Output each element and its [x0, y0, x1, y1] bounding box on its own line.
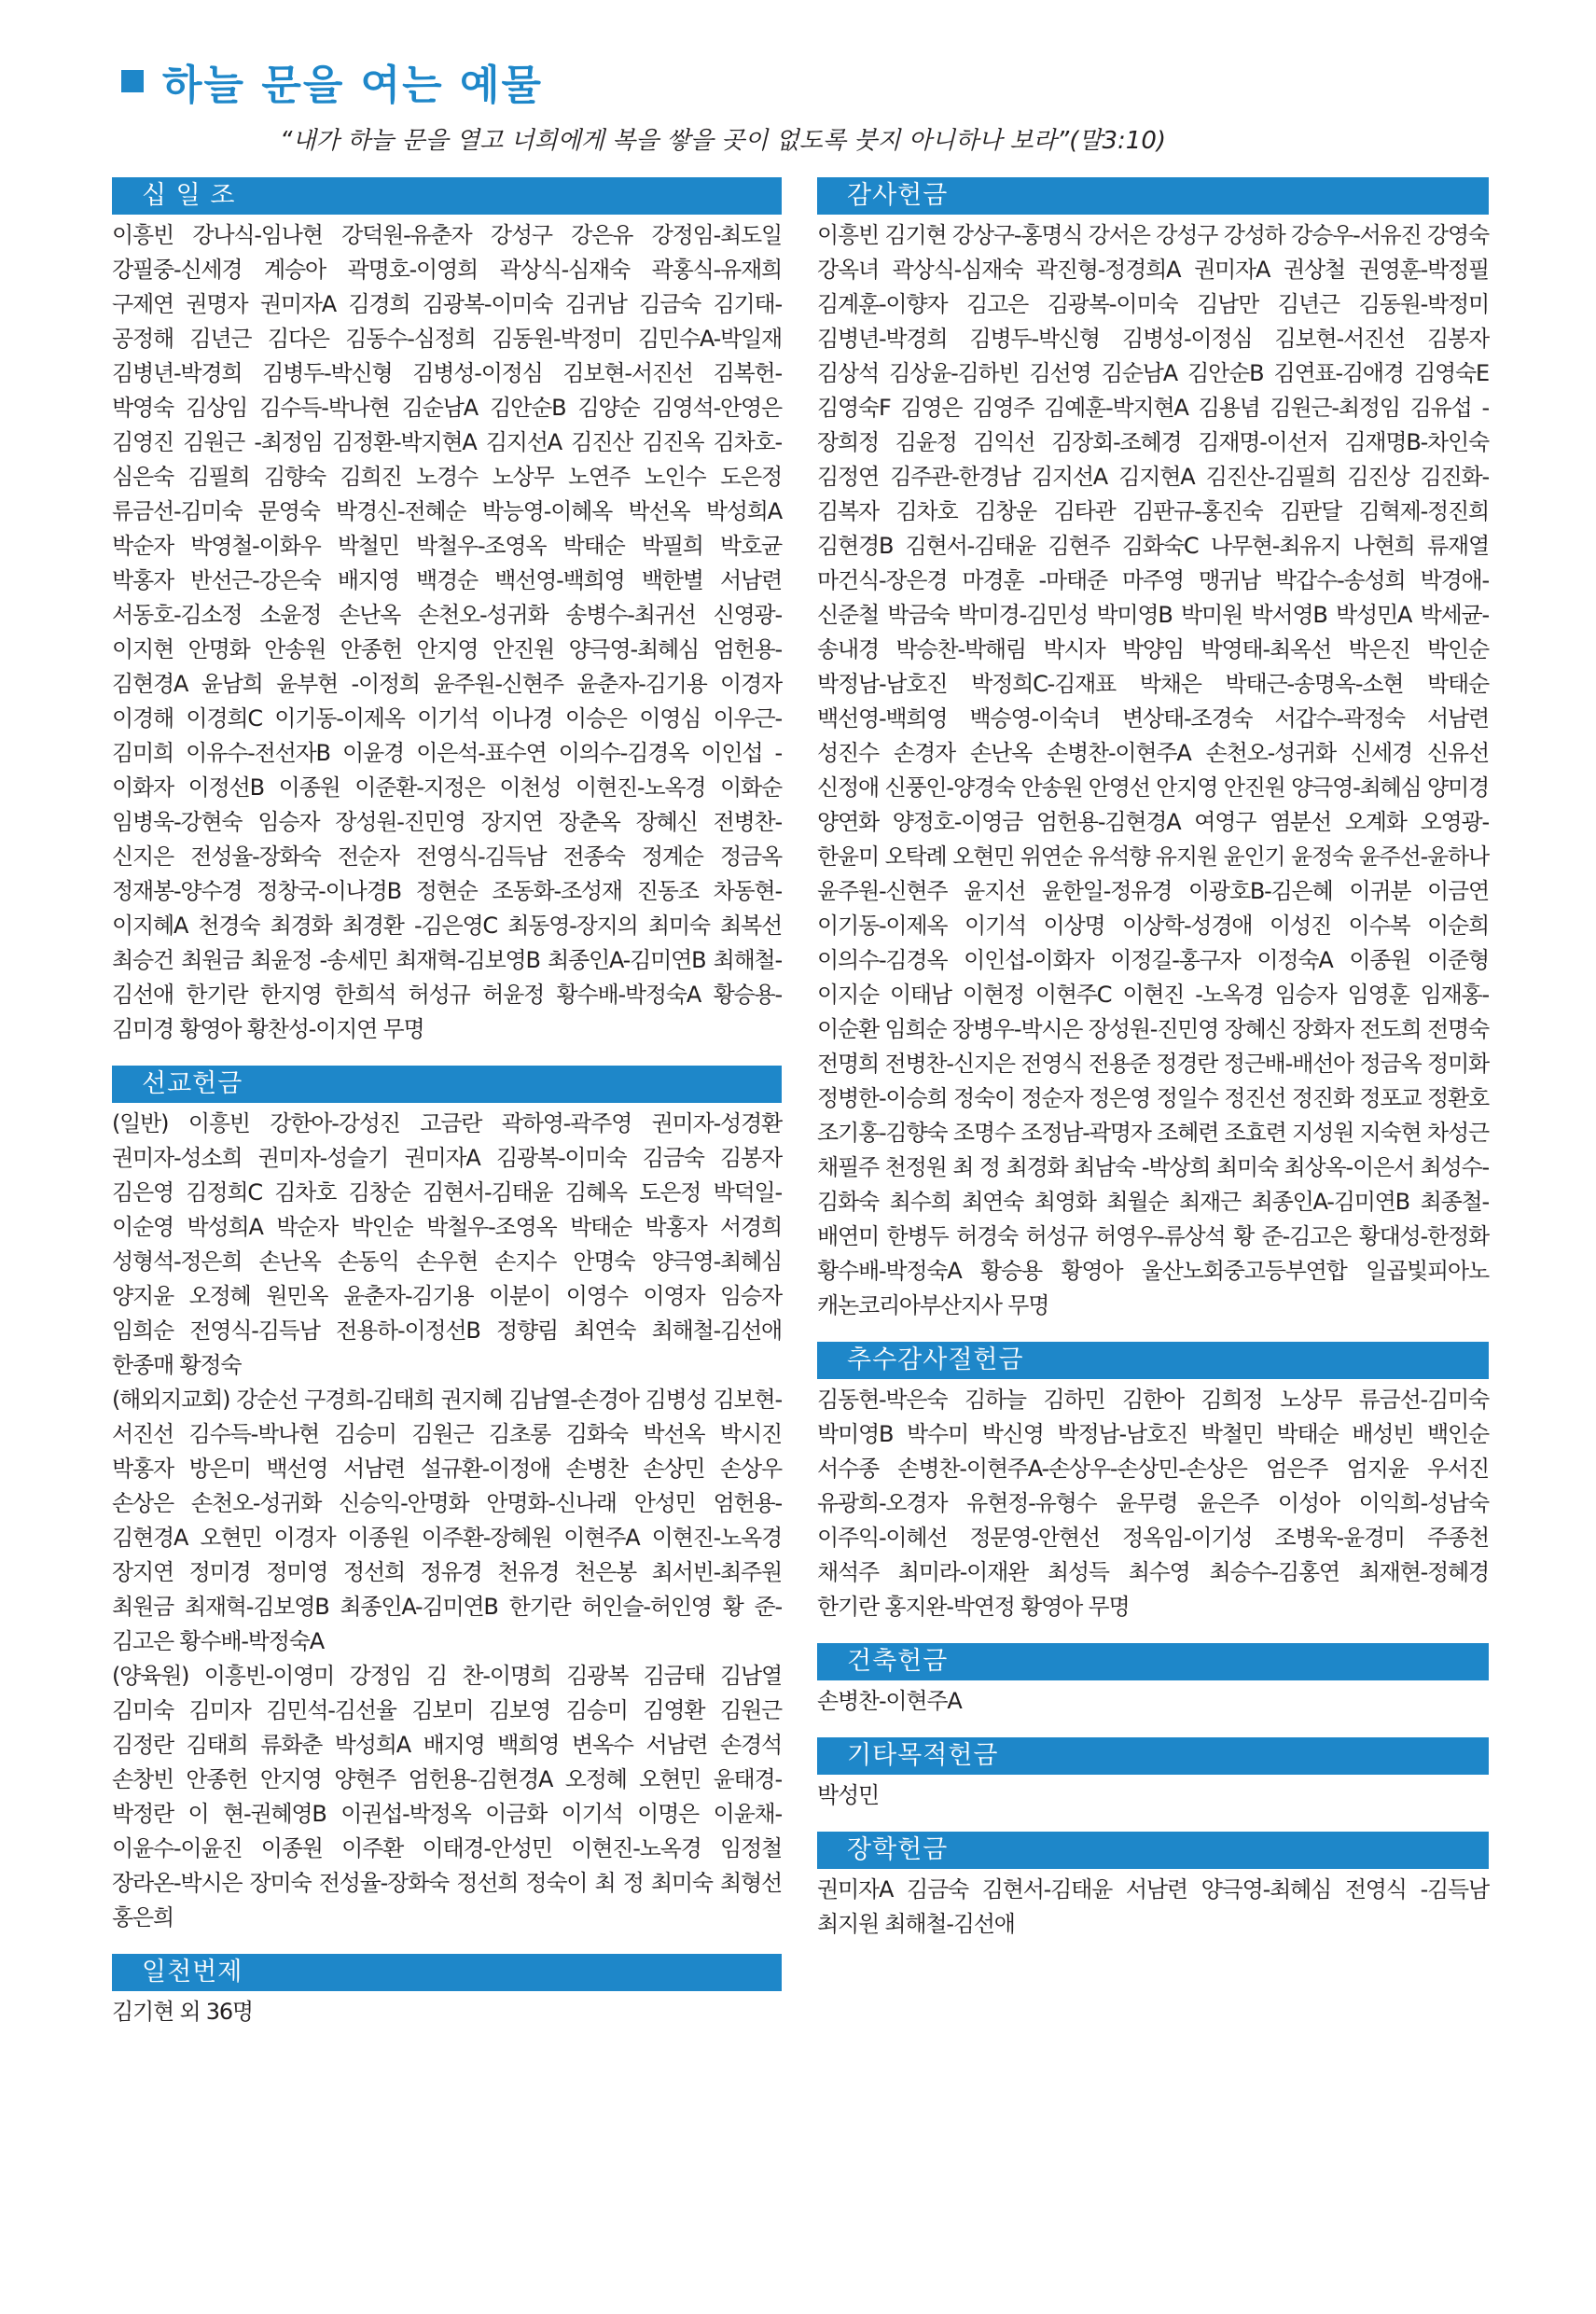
building-section — [817, 1643, 1489, 1719]
square-bullet-icon — [121, 70, 144, 92]
mission-section — [112, 1066, 782, 1935]
section-title: 일천번제 — [112, 1954, 782, 1991]
scholarship-section — [817, 1832, 1489, 1942]
page-title — [121, 51, 543, 111]
section-title: 감사헌금 — [817, 177, 1489, 215]
left-column — [112, 177, 782, 2048]
section-title: 추수감사절헌금 — [817, 1342, 1489, 1379]
group-label: (양육원) — [112, 1663, 189, 1689]
group-names: 이흥빈-이영미 강정임 김 찬-이명희 김광복 김금태 김남열 김미숙 김미자 김민석-김선율 김보미 김보영 김승미 김영환 김원근 김정란 김태희 류화춘 박성희A 배지영 백희영 변옥수 서남련 손경석 손창빈 안종헌 안지영 양현주 엄헌용-김현경A 오정혜 오현민 윤태경-박정란 이 현-권혜영B 이권섭-박정옥 이금화 이기석 이명은 이윤채-이윤수-이윤진 이종원 이주환 이태경-안성민 이현진-노옥경 임정철 장라온-박시은 장미숙 전성율-장화숙 정선희 정숙이 최 정 최미숙 최형선 홍은희 — [112, 1663, 782, 1931]
donor-list: 이흥빈 강나식-임나현 강덕원-유춘자 강성구 강은유 강정임-최도일 강필중-신세경 계승아 곽명호-이영희 곽상식-심재숙 곽홍식-유재희 구제연 권명자 권미자A 김경희 김광복-이미숙 김귀남 김금숙 김기태-공정해 김년근 김다은 김동수-심정희 김동원-박정미 김민수A-박일재 김병년-박경희 김병두-박신형 김병성-이정심 김보현-서진선 김복헌-박영숙 김상임 김수득-박나현 김순남A 김안순B 김양순 김영석-안영은 김영진 김원근 -최정임 김정환-박지현A 김지선A 김진산 김진옥 김차호-심은숙 김필희 김향숙 김희진 노경수 노상무 노연주 노인수 도은정 류금선-김미숙 문영숙 박경신-전혜순 박능영-이혜옥 박선옥 박성희A 박순자 박영철-이화우 박철민 박철우-조영옥 박태순 박필희 박호균 박홍자 반선근-강은숙 배지영 백경순 백선영-백희영 백한별 서남련 서동호-김소정 소윤정 손난옥 손천오-성귀화 송병수-최귀선 신영광-이지현 안명화 안송원 안종헌 안지영 안진원 양극영-최혜심 엄헌용-김현경A 윤남희 윤부현 -이정희 윤주원-신현주 윤춘자-김기용 이경자 이경해 이경희C 이기동-이제옥 이기석 이나경 이승은 이영심 이우근-김미희 이유수-전선자B 이윤경 이은석-표수연 이의수-김경옥 이인섭 -이화자 이정선B 이종원 이준환-지정은 이천성 이현진-노옥경 이화순 임병욱-강현숙 임승자 장성원-진민영 장지연 장춘옥 장혜신 전병찬-신지은 전성율-장화숙 전순자 전영식-김득남 전종숙 정계순 정금옥 정재봉-양수경 정창국-이나경B 정현순 조동화-조성재 진동조 차동현-이지혜A 천경숙 최경화 최경환 -김은영C 최동영-장지의 최미숙 최복선 최승건 최원금 최윤정 -송세민 최재혁-김보영B 최종인A-김미연B 최해철-김선애 한기란 한지영 한희석 허성규 허윤정 황수배-박정숙A 황승용-김미경 황영아 황찬성-이지연 무명 — [112, 222, 782, 1042]
group-names: 강순선 구경희-김태희 권지혜 김남열-손경아 김병성 김보현-서진선 김수득-박나현 김승미 김원근 김초롱 김화숙 박선옥 박시진 박홍자 방은미 백선영 서남련 설규환-이정애 손병찬 손상민 손상우 손상은 손천오-성귀화 신승익-안명화 안명화-신나래 안성민 엄헌용-김현경A 오현민 이경자 이종원 이주환-장혜원 이현주A 이현진-노옥경 장지연 정미경 정미영 정선희 정유경 천유경 천은봉 최서빈-최주원 최원금 최재혁-김보영B 최종인A-김미연B 한기란 허인슬-허인영 황 준-김고은 황수배-박정숙A — [112, 1387, 782, 1654]
section-title: 장학헌금 — [817, 1832, 1489, 1869]
section-title: 선교헌금 — [112, 1066, 782, 1103]
other-section — [817, 1737, 1489, 1813]
donor-list: 박성민 — [817, 1782, 879, 1808]
donor-list — [112, 1107, 782, 1935]
donor-list: 이흥빈 김기현 강상구-홍명식 강서은 강성구 강성하 강승우-서유진 강영숙 강옥녀 곽상식-심재숙 곽진형-정경희A 권미자A 권상철 권영훈-박정필 김계훈-이향자 김고은 김광복-이미숙 김남만 김년근 김동원-박정미 김병년-박경희 김병두-박신형 김병성-이정심 김보현-서진선 김봉자 김상석 김상윤-김하빈 김선영 김순남A 김안순B 김연표-김애경 김영숙E 김영숙F 김영은 김영주 김예훈-박지현A 김용념 김원근-최정임 김유섭 -장희정 김윤정 김익선 김장회-조혜경 김재명-이선저 김재명B-차인숙 김정연 김주관-한경남 김지선A 김지현A 김진산-김필희 김진상 김진화-김복자 김차호 김창운 김타관 김판규-홍진숙 김판달 김혁제-정진희 김현경B 김현서-김태윤 김현주 김화숙C 나무현-최유지 나현희 류재열 마건식-장은경 마경훈 -마태준 마주영 맹귀남 박갑수-송성희 박경애-신준철 박금숙 박미경-김민성 박미영B 박미원 박서영B 박성민A 박세균-송내경 박승찬-박해림 박시자 박양임 박영태-최옥선 박은진 박인순 박정남-남호진 박정희C-김재표 박채은 박태근-송명옥-소현 박태순 백선영-백희영 백승영-이숙녀 변상태-조경숙 서갑수-곽정숙 서남련 성진수 손경자 손난옥 손병찬-이현주A 손천오-성귀화 신세경 신유선 신정애 신풍인-양경숙 안송원 안영선 안지영 안진원 양극영-최혜심 양미경 양연화 양정호-이영금 엄헌용-김현경A 여영구 염분선 오계화 오영광-한윤미 오탁례 오현민 위연순 유석향 유지원 윤인기 윤정숙 윤주선-윤하나 윤주원-신현주 윤지선 윤한일-정유경 이광호B-김은혜 이귀분 이금연 이기동-이제옥 이기석 이상명 이상학-성경애 이성진 이수복 이순희 이의수-김경옥 이인섭-이화자 이정길-홍구자 이정숙A 이종원 이준형 이지순 이태남 이현정 이현주C 이현진 -노옥경 임승자 임영훈 임재홍-이순환 임희순 장병우-박시은 장성원-진민영 장혜신 장화자 전도희 전명숙 전명희 전병찬-신지은 전영식 전용준 정경란 정근배-배선아 정금옥 정미화 정병한-이승희 정숙이 정순자 정은영 정일수 정진선 정진화 정포교 정환호 조기홍-김향숙 조명수 조정남-곽명자 조혜련 조효련 지성원 지숙현 차성근 채필주 천정원 최 정 최경화 최남숙 -박상희 최미숙 최상옥-이은서 최성수-김화숙 최수희 최연숙 최영화 최월순 최재근 최종인A-김미연B 최종철-배연미 한병두 허경숙 허성규 허영우-류상석 황 준-김고은 황대성-한정화 황수배-박정숙A 황승용 황영아 울산노회중고등부연합 일곱빛피아노 캐논코리아부산지사 무명 — [817, 222, 1489, 1318]
donor-list: 권미자A 김금숙 김현서-김태윤 서남련 양극영-최혜심 전영식 -김득남 최지원 최해철-김선애 — [817, 1876, 1489, 1937]
mission-group-orphanage — [112, 1659, 782, 1935]
tithe-section — [112, 177, 782, 1047]
right-column — [817, 177, 1489, 1960]
section-title: 건축헌금 — [817, 1643, 1489, 1680]
harvest-section — [817, 1342, 1489, 1624]
page-title-text: 하늘 문을 여는 예물 — [162, 62, 543, 109]
thanks-section — [817, 177, 1489, 1323]
section-title: 십 일 조 — [112, 177, 782, 215]
donor-list: 손병찬-이현주A — [817, 1688, 962, 1714]
mission-group-general — [112, 1107, 782, 1383]
mission-group-overseas — [112, 1383, 782, 1659]
group-label: (해외지교회) — [112, 1387, 230, 1413]
firstfruits-section — [112, 1954, 782, 2029]
group-label: (일반) — [112, 1110, 169, 1136]
donor-list: 김기현 외 36명 — [112, 1999, 253, 2025]
donor-list: 김동현-박은숙 김하늘 김하민 김한아 김희정 노상무 류금선-김미숙 박미영B 박수미 박신영 박정남-남호진 박철민 박태순 배성빈 백인순 서수종 손병찬-이현주A-손상우-손상민-손상은 엄은주 엄지윤 우서진 유광희-오경자 유현정-유형수 윤무령 윤은주 이성아 이익희-성남숙 이주익-이혜선 정문영-안현선 정옥임-이기성 조병욱-윤경미 주종천 채석주 최미라-이재완 최성득 최수영 최승수-김홍연 최재현-정혜경 한기란 홍지완-박연정 황영아 무명 — [817, 1387, 1489, 1620]
scripture-verse: “내가 하늘 문을 열고 너희에게 복을 쌓을 곳이 없도록 붓지 아니하나 보라”(말3:10) — [280, 127, 1167, 155]
section-title: 기타목적헌금 — [817, 1737, 1489, 1775]
group-names: 이흥빈 강한아-강성진 고금란 곽하영-곽주영 권미자-성경환 권미자-성소희 권미자-성슬기 권미자A 김광복-이미숙 김금숙 김봉자 김은영 김정희C 김차호 김창순 김현서-김태윤 김혜옥 도은정 박덕일-이순영 박성희A 박순자 박인순 박철우-조영옥 박태순 박홍자 서경희 성형석-정은희 손난옥 손동익 손우현 손지수 안명숙 양극영-최혜심 양지윤 오정혜 원민옥 윤춘자-김기용 이분이 이영수 이영자 임승자 임희순 전영식-김득남 전용하-이정선B 정향림 최연숙 최해철-김선애 한종매 황정숙 — [112, 1110, 782, 1378]
